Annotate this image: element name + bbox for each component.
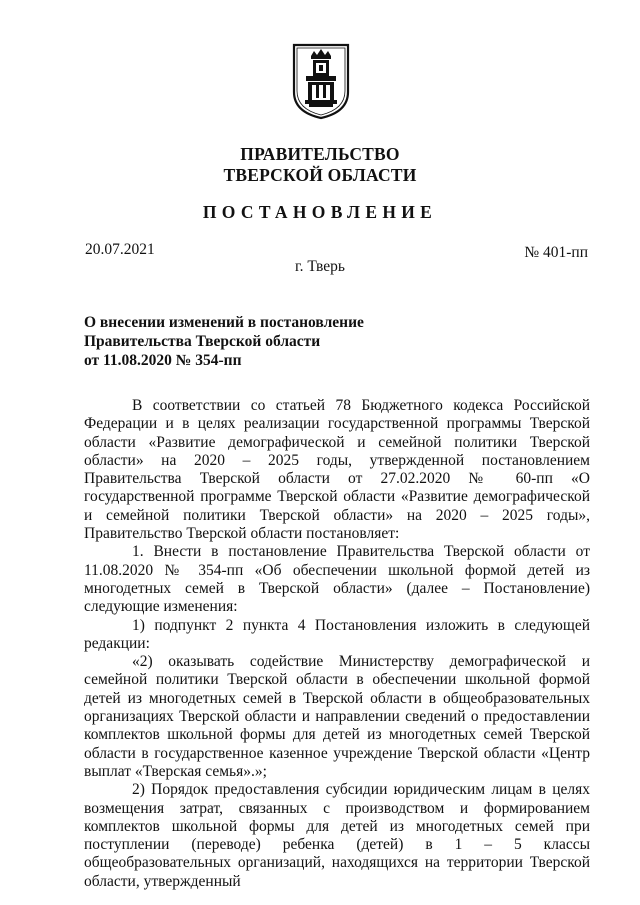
document-date: 20.07.2021 — [85, 241, 155, 258]
paragraph-subitem-2: 2) Порядок предоставления субсидии юридическим лицам в целях возмещения затрат, связанных с производством и формированием комплектов школьной формы для детей из многодетных семей при поступлении (переводе) ребенка (детей) в 1 – 5 классы общеобразовательных организаций, находящихся на территории Тверской области, утвержденный — [84, 781, 590, 890]
document-type: ПОСТАНОВЛЕНИЕ — [202, 202, 438, 222]
title-line2: Правительства Тверской области — [84, 333, 321, 350]
title-line3: от 11.08.2020 № 354-пп — [84, 352, 242, 369]
paragraph-preamble: В соответствии со статьей 78 Бюджетного кодекса Российской Федерации и в целях реализации государственной программы Тверской области «Развитие демографической и семейной политики Тверской области» на 2020 – 2025 годы, утвержденной постановлением Правительства Тверской области от 27.02.2020 № 60-пп «О государственной программе Тверской области «Развитие демографической и семейной политики Тверской области» на 2020 – 2025 годы», Правительство Тверской области постановляет: — [84, 397, 590, 543]
document-title — [84, 313, 364, 370]
document-number: № 401-пп — [524, 244, 588, 261]
title-line1: О внесении изменений в постановление — [84, 314, 364, 331]
paragraph-item-1: 1. Внести в постановление Правительства Тверской области от 11.08.2020 № 354-пп «Об обеспечении школьной формой детей из многодетных семей в Тверской области» (далее – Постановление) следующие изменения: — [84, 543, 590, 616]
coat-of-arms-icon — [291, 42, 351, 120]
document-city: г. Тверь — [295, 258, 345, 275]
org-name-line2: ТВЕРСКОЙ ОБЛАСТИ — [223, 165, 417, 185]
paragraph-quoted-text: «2) оказывать содействие Министерству демографической и семейной политики Тверской области в обеспечении школьной формой детей из многодетных семей в Тверской области в общеобразовательных организациях Тверской области и направлении сведений о предоставлении комплектов школьной формы для детей из многодетных семей Тверской области в государственное казенное учреждение Тверской области «Центр выплат «Тверская семья».»; — [84, 653, 590, 780]
paragraph-subitem-1: 1) подпункт 2 пункта 4 Постановления изложить в следующей редакции: — [84, 616, 590, 652]
document-body — [84, 397, 590, 891]
org-name-line1: ПРАВИТЕЛЬСТВО — [240, 144, 400, 164]
